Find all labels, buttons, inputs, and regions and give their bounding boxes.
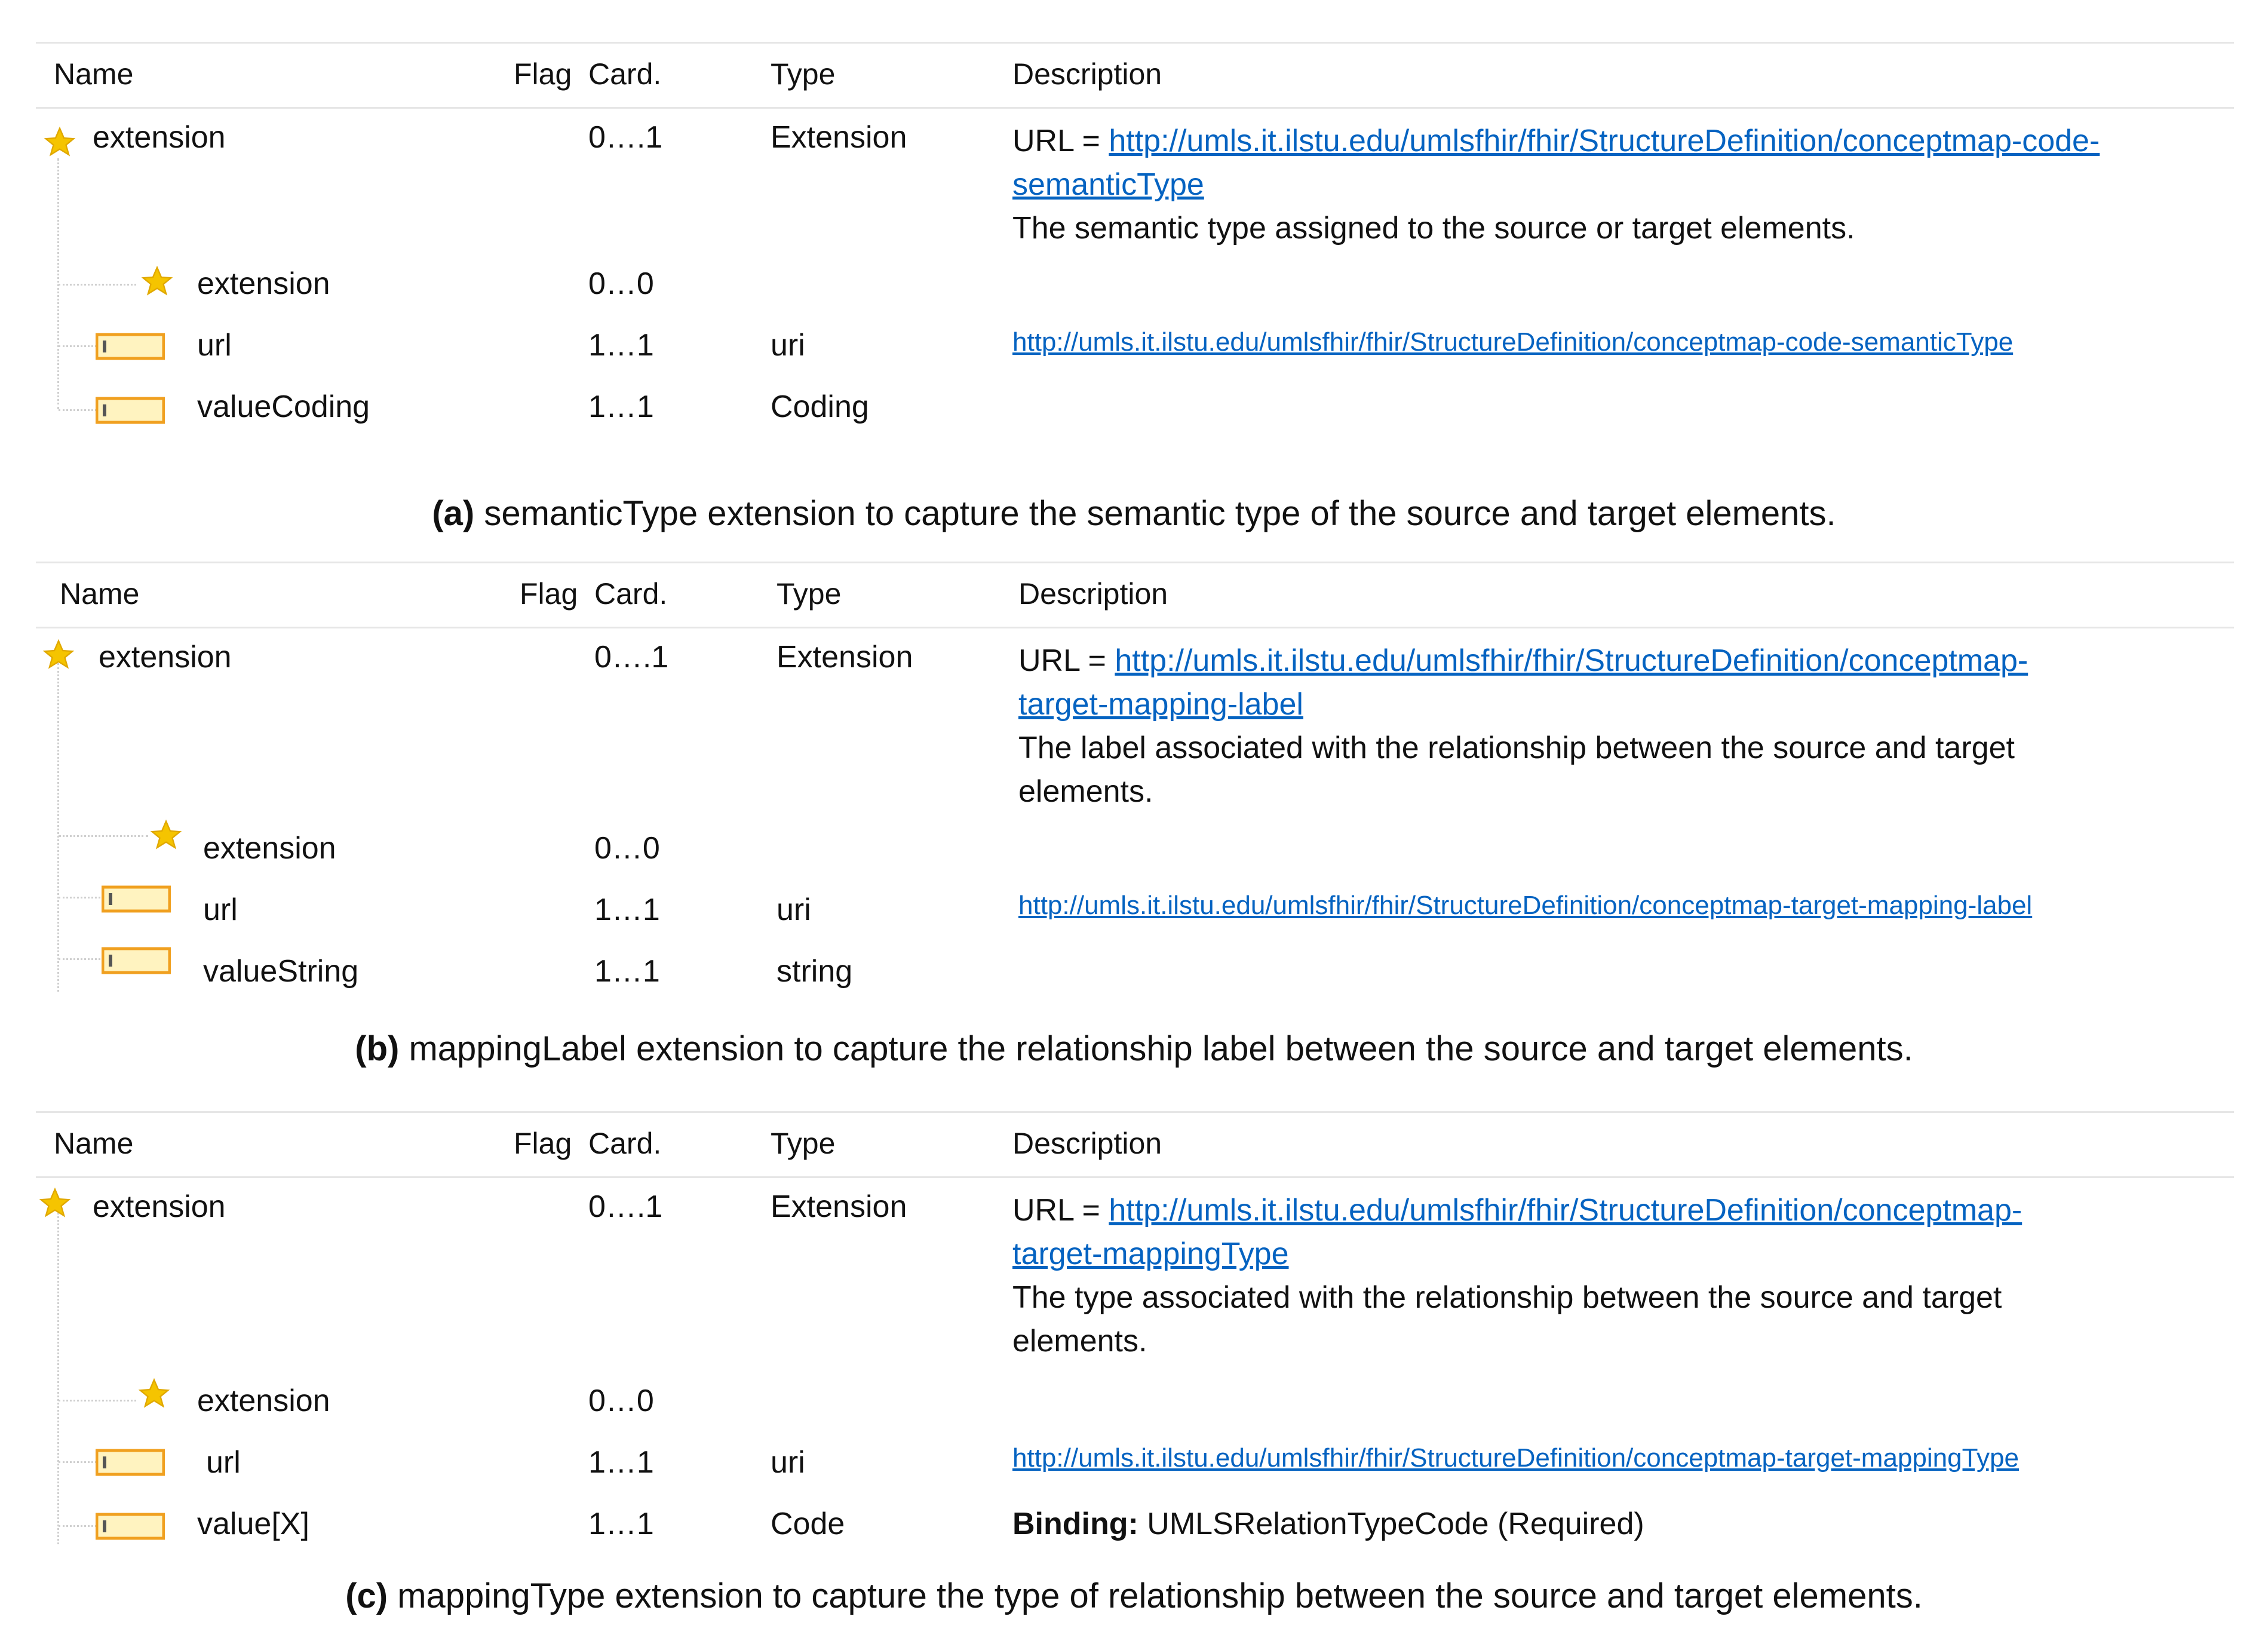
header-description: Description [1012, 1127, 1162, 1160]
header-flag: Flag [514, 57, 572, 91]
row-description [1012, 119, 2225, 250]
binding-text: UMLSRelationTypeCode (Required) [1138, 1507, 1644, 1541]
star-icon [140, 265, 174, 298]
row-description [1018, 639, 2231, 814]
header-card: Card. [588, 1127, 662, 1160]
table-row [36, 830, 2234, 878]
header-type: Type [771, 1127, 836, 1160]
extension-url-link[interactable]: http://umls.it.ilstu.edu/umlsfhir/fhir/StructureDefinition/conceptmap- [1115, 643, 2028, 678]
extension-url-link-cont[interactable]: target-mappingType [1012, 1237, 1289, 1271]
row-name: extension [197, 1384, 330, 1418]
star-icon [43, 125, 76, 159]
table-row [36, 327, 2234, 375]
row-name: extension [93, 1189, 226, 1224]
row-card: 0…0 [588, 1384, 654, 1418]
element-icon [96, 396, 165, 425]
table-row [36, 1444, 2234, 1492]
binding-label: Binding: [1012, 1507, 1138, 1541]
row-name: extension [99, 640, 232, 674]
star-icon [42, 638, 75, 671]
row-type: Code [771, 1507, 845, 1541]
binding-description [1012, 1506, 1644, 1542]
header-description: Description [1012, 57, 1162, 91]
tree-line [59, 1400, 136, 1401]
table-row [36, 953, 2234, 1001]
row-name: valueString [203, 954, 359, 989]
row-card: 0….1 [594, 640, 669, 674]
caption-text: semanticType extension to capture the semantic type of the source and target elements. [474, 494, 1836, 533]
row-card: 0…0 [588, 266, 654, 301]
url-prefix: URL = [1018, 643, 1115, 678]
star-icon [38, 1186, 72, 1220]
header-name: Name [54, 1127, 134, 1160]
row-name: valueCoding [197, 390, 370, 424]
row-card: 1…1 [588, 1445, 654, 1480]
element-icon [102, 885, 171, 913]
row-card: 1…1 [594, 954, 660, 989]
header-card: Card. [588, 57, 662, 91]
row-name: url [197, 328, 232, 363]
header-card: Card. [594, 577, 668, 611]
extension-url-link[interactable]: http://umls.it.ilstu.edu/umlsfhir/fhir/StructureDefinition/conceptmap- [1109, 1193, 2023, 1228]
row-description [1012, 1189, 2225, 1363]
table-row [36, 639, 2234, 818]
header-flag: Flag [520, 577, 578, 611]
row-name: value[X] [197, 1507, 309, 1541]
tree-line [59, 835, 148, 837]
row-type: uri [771, 1445, 805, 1480]
row-type: Extension [771, 1189, 907, 1224]
description-text: The label associated with the relationship between the source and target [1018, 731, 2015, 765]
url-fixed-value-link[interactable]: http://umls.it.ilstu.edu/umlsfhir/fhir/StructureDefinition/conceptmap-target-mapping-label [1018, 891, 2033, 920]
description-text-cont: elements. [1018, 774, 1153, 809]
table-row [36, 389, 2234, 437]
row-type: uri [777, 893, 811, 927]
table-row [36, 892, 2234, 940]
row-type: Extension [777, 640, 913, 674]
header-flag: Flag [514, 1127, 572, 1160]
url-prefix: URL = [1012, 1193, 1109, 1228]
element-icon [96, 332, 165, 361]
row-card: 1…1 [588, 1507, 654, 1541]
row-card: 1…1 [594, 893, 660, 927]
row-card: 0….1 [588, 1189, 663, 1224]
header-type: Type [777, 577, 842, 611]
row-name: extension [93, 120, 226, 155]
caption-label: (a) [432, 494, 475, 533]
row-type: Extension [771, 120, 907, 155]
extension-url-link-cont[interactable]: target-mapping-label [1018, 687, 1303, 722]
tree-line [59, 284, 136, 286]
row-name: url [206, 1445, 241, 1480]
table-row [36, 1189, 2234, 1368]
caption-b [0, 1029, 2268, 1069]
row-name: extension [197, 266, 330, 301]
table-row [36, 119, 2234, 263]
table-header [36, 1111, 2234, 1178]
caption-text: mappingLabel extension to capture the relationship label between the source and target elements. [399, 1029, 1913, 1068]
row-name: url [203, 893, 238, 927]
caption-label: (c) [345, 1577, 388, 1615]
row-card: 1…1 [588, 390, 654, 424]
star-icon [149, 818, 183, 852]
table-header [36, 562, 2234, 628]
url-fixed-value-link[interactable]: http://umls.it.ilstu.edu/umlsfhir/fhir/StructureDefinition/conceptmap-target-mappingType [1012, 1443, 2019, 1473]
row-type: uri [771, 328, 805, 363]
header-name: Name [60, 577, 140, 611]
description-text-cont: elements. [1012, 1324, 1147, 1358]
description-text: The type associated with the relationship between the source and target [1012, 1280, 2002, 1315]
header-name: Name [54, 57, 134, 91]
description-text: The semantic type assigned to the source or target elements. [1012, 211, 1855, 246]
row-card: 0….1 [588, 120, 663, 155]
table-row [36, 266, 2234, 314]
row-card: 0…0 [594, 831, 660, 866]
caption-a [0, 493, 2268, 533]
element-icon [96, 1512, 165, 1541]
star-icon [137, 1377, 171, 1410]
url-fixed-value-link[interactable]: http://umls.it.ilstu.edu/umlsfhir/fhir/StructureDefinition/conceptmap-code-semanticType [1012, 327, 2014, 357]
url-prefix: URL = [1012, 124, 1109, 158]
header-type: Type [771, 57, 836, 91]
table-row [36, 1506, 2234, 1554]
element-icon [96, 1448, 165, 1477]
element-icon [102, 946, 171, 975]
caption-label: (b) [355, 1029, 400, 1068]
row-name: extension [203, 831, 336, 866]
extension-url-link[interactable]: http://umls.it.ilstu.edu/umlsfhir/fhir/StructureDefinition/conceptmap-code- [1109, 124, 2100, 158]
extension-url-link-cont[interactable]: semanticType [1012, 167, 1204, 202]
row-type: Coding [771, 390, 869, 424]
caption-c [0, 1576, 2268, 1616]
header-description: Description [1018, 577, 1168, 611]
row-card: 1…1 [588, 328, 654, 363]
table-row [36, 1383, 2234, 1431]
caption-text: mappingType extension to capture the type of relationship between the source and target elements. [388, 1577, 1923, 1615]
row-type: string [777, 954, 853, 989]
table-header [36, 42, 2234, 109]
